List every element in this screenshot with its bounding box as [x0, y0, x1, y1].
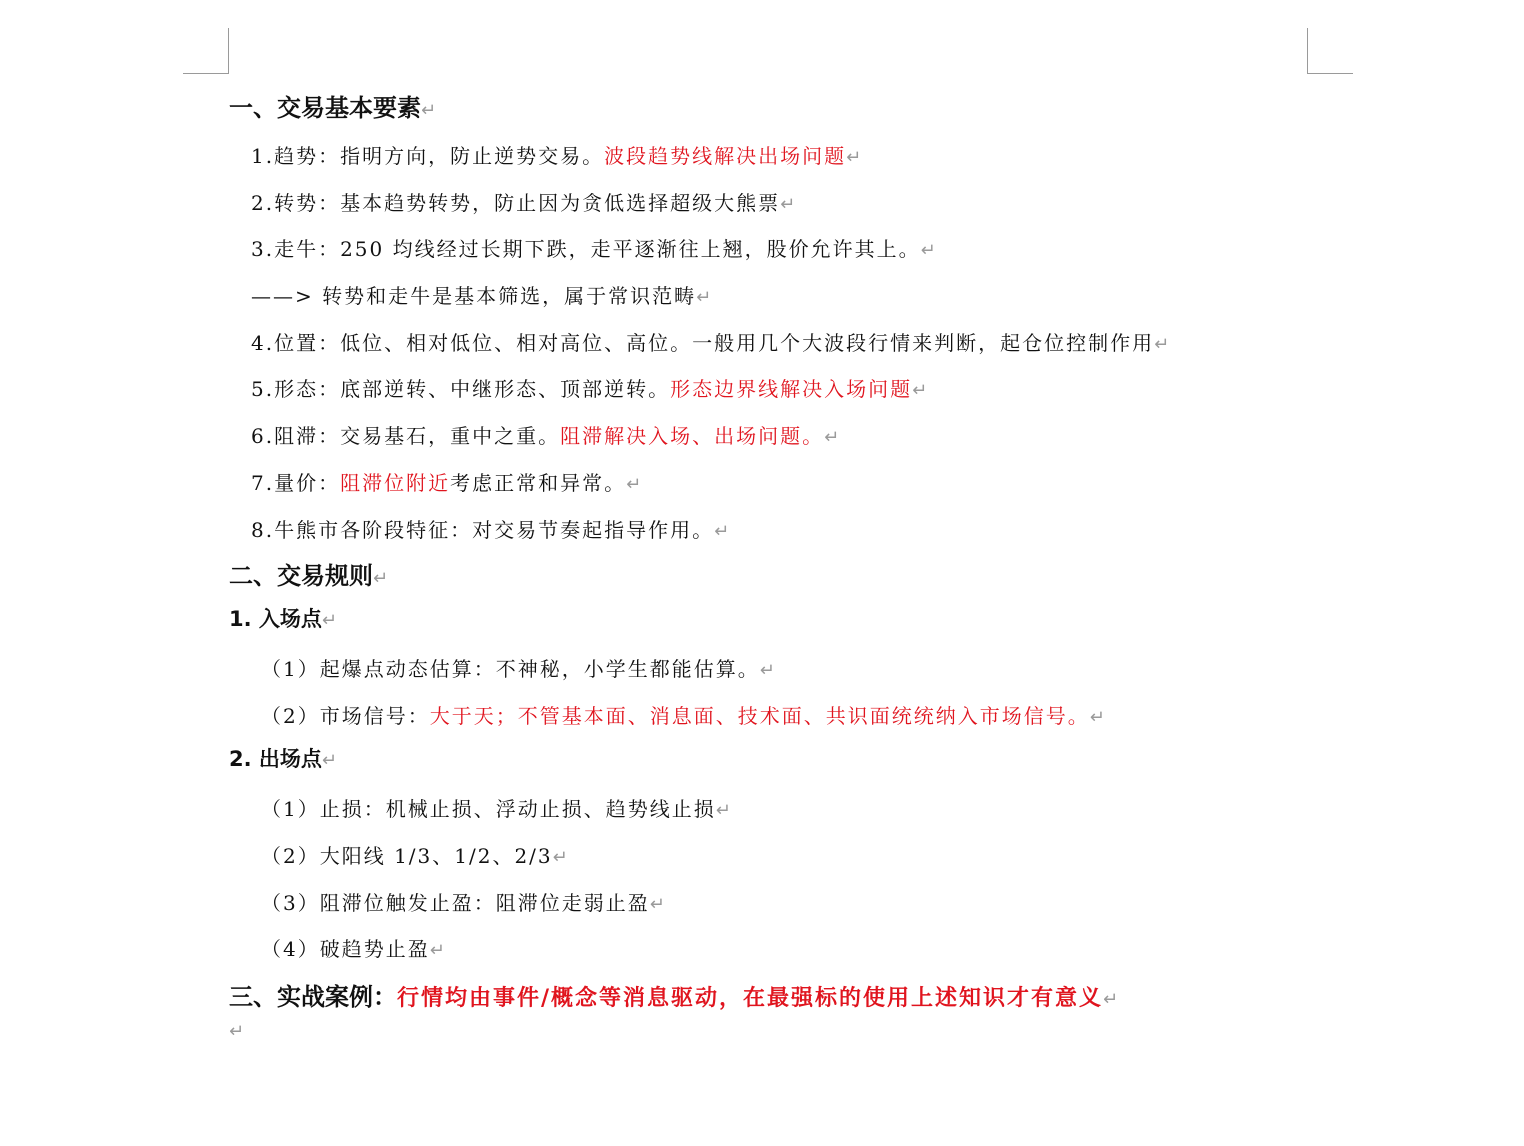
list-item: 7.量价：阻滞位附近考虑正常和异常。↵ [251, 471, 642, 495]
empty-paragraph [229, 1018, 244, 1042]
crop-mark-top-right-vertical [1307, 28, 1308, 73]
exit-point-heading: 2. 出场点↵ [229, 747, 337, 771]
list-item: （1）止损：机械止损、浮动止损、趋势线止损↵ [261, 797, 731, 821]
entry-point-heading: 1. 入场点↵ [229, 607, 337, 631]
list-item: 8.牛熊市各阶段特征：对交易节奏起指导作用。↵ [251, 518, 730, 542]
list-item: 4.位置：低位、相对低位、相对高位、高位。一般用几个大波段行情来判断，起仓位控制作用↵ [251, 331, 1170, 355]
list-item: （3）阻滞位触发止盈：阻滞位走弱止盈↵ [261, 891, 665, 915]
paragraph-mark: ↵ [229, 1021, 245, 1042]
crop-mark-top-left-vertical [228, 28, 229, 73]
list-item: 2.转势：基本趋势转势，防止因为贪低选择超级大熊票↵ [251, 191, 796, 215]
section-1-heading: 一、交易基本要素↵ [229, 94, 437, 122]
list-item: 1.趋势：指明方向，防止逆势交易。波段趋势线解决出场问题↵ [251, 144, 862, 168]
section-3-heading: 三、实战案例：行情均由事件/概念等消息驱动，在最强标的使用上述知识才有意义↵ [229, 983, 1119, 1011]
list-item: （2）市场信号：大于天；不管基本面、消息面、技术面、共识面统统纳入市场信号。↵ [261, 704, 1105, 728]
list-item: 3.走牛：250 均线经过长期下跌，走平逐渐往上翘，股价允许其上。↵ [251, 237, 936, 261]
paragraph-mark: ↵ [421, 100, 437, 121]
list-item: （1）起爆点动态估算：不神秘，小学生都能估算。↵ [261, 657, 775, 681]
list-item: 6.阻滞：交易基石，重中之重。阻滞解决入场、出场问题。↵ [251, 424, 840, 448]
list-item: （2）大阳线 1/3、1/2、2/3↵ [261, 844, 568, 868]
list-item: 5.形态：底部逆转、中继形态、顶部逆转。形态边界线解决入场问题↵ [251, 377, 928, 401]
list-item: ——> 转势和走牛是基本筛选，属于常识范畴↵ [251, 284, 712, 308]
list-item: （4）破趋势止盈↵ [261, 937, 445, 961]
section-2-heading: 二、交易规则↵ [229, 562, 389, 590]
crop-mark-top-right-horizontal [1307, 73, 1353, 74]
crop-mark-top-left-horizontal [183, 73, 229, 74]
